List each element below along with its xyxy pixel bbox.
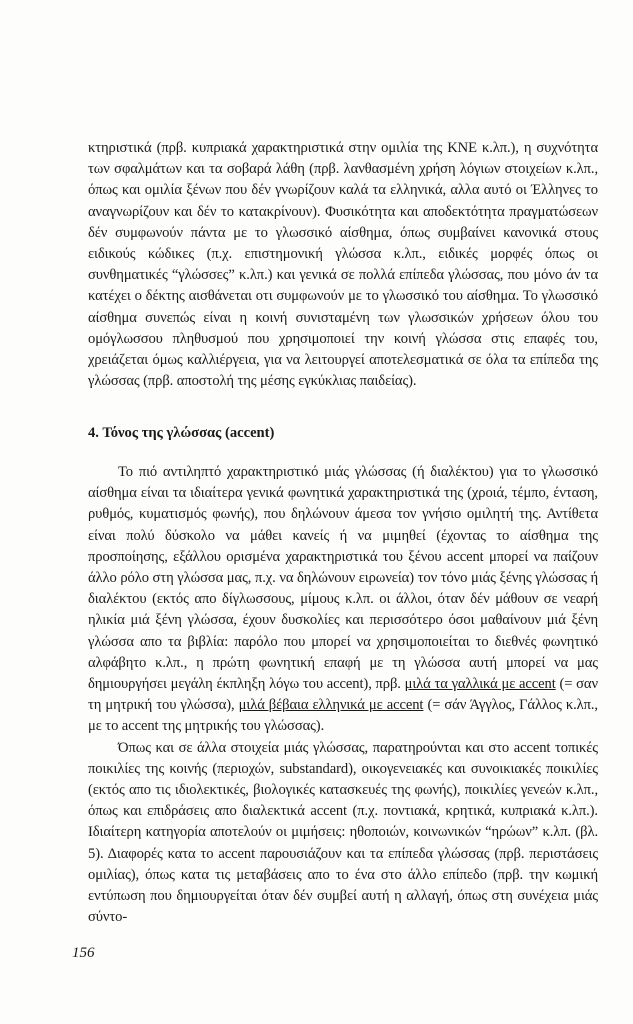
text-block-section — [88, 462, 598, 928]
text-block-top — [88, 138, 598, 392]
underlined-example: μιλά βέβαια ελληνικά με accent — [238, 697, 424, 714]
paragraph-text: (= σάν Άγγλος, Γάλλος κ.λπ., με το accent της μητρικής του γλώσσας). — [88, 697, 598, 735]
paragraph-accent-intro — [88, 462, 598, 738]
paragraph-accent-varieties: Όπως και σε άλλα στοιχεία μιάς γλώσσας, παρατηρούνται και στο accent τοπικές ποικιλίες της κοινής (περιοχών, substandard), οικογενειακές και συνοικιακές ποικιλίες (εκτός απο τις ιδιολεκτικές, βιολογικές κατασκευές της φωνής), ποικιλίες γενεών κ.λπ., όπως και επιδράσεις απο διαλεκτικά accent (π.χ. ποντιακά, κρητικά, κυπριακά κ.λπ.). Ιδιαίτερη κατηγορία αποτελούν οι μιμήσεις: ηθοποιών, κοινωνικών “ηρώων” κ.λπ. (βλ. 5). Διαφορές κατα το accent παρουσιάζουν και τα επίπεδα γλώσσας (πρβ. περιστάσεις ομιλίας), όπως κατα τις μεταβάσεις απο το ένα στο άλλο επίπεδο (πρβ. την κωμική εντύπωση που δημιουργείται όταν δέν συμβεί αυτή η αλλαγή, όπως στη συνέχεια μιάς σύντο- — [88, 739, 598, 926]
page-number: 156 — [72, 945, 95, 961]
paragraph-continuation: κτηριστικά (πρβ. κυπριακά χαρακτηριστικά στην ομιλία της ΚΝΕ κ.λπ.), η συχνότητα των σφαλμάτων και τα σοβαρά λάθη (πρβ. λανθασμένη χρήση λόγιων στοιχείων κ.λπ., όπως και ομιλία ξένων που δέν γνωρίζουν καλά τα ελληνικά, αλλα αυτό οι Έλληνες το αναγνωρίζουν και δέν το κατακρίνουν). Φυσικότητα και αποδεκτότητα πραγματώσεων δέν συμφωνούν πάντα με το γλωσσικό αίσθημα, όπως συμβαίνει κανονικά στους ειδικούς κώδικες (π.χ. επιστημονική γλώσσα κ.λπ., ειδικές μορφές όπως οι συνθηματικές “γλώσσες” κ.λπ.) και γενικά σε πολλά επίπεδα γλώσσας, που μόνο άν τα κατέχει ο δέκτης αισθάνεται οτι συμφωνούν με το γλωσσικό του αίσθημα. Το γλωσσικό αίσθημα συνεπώς είναι η κοινή συνισταμένη των γλωσσικών χρήσεων όλου του ομόγλωσσου πληθυσμού που χρησιμοποιεί την κοινή γλώσσα στις επαφές του, χρειάζεται όμως καλλιέργεια, για να λειτουργεί αποτελεσματικά σε όλα τα επίπεδα της γλώσσας (πρβ. αποστολή της μέσης εγκύκλιας παιδείας). — [88, 140, 598, 390]
section-heading: 4. Τόνος της γλώσσας (accent) — [88, 425, 275, 441]
underlined-example: μιλά τα γαλλικά με accent — [404, 676, 556, 693]
paragraph-text: (= σαν τη μητρική του γλώσσα), — [88, 676, 598, 714]
paragraph-text: Το πιό αντιληπτό χαρακτηριστικό μιάς γλώσσας (ή διαλέκτου) για το γλωσσικό αίσθημα είναι τα ιδιαίτερα γενικά φωνητικά χαρακτηριστικά της (χροιά, τέμπο, ένταση, ρυθμός, κυματισμός φωνής), που δηλώνουν άμεσα τον γνήσιο ομιλητή της. Αντίθετα είναι πολύ δύσκολο να μάθει κανείς ή να μιμηθεί (έχοντας το αίσθημα της προσποίησης, εξάλλου ορισμένα χαρακτηριστικά του ξένου accent μπορεί να παίζουν άλλο ρόλο στη γλώσσα μας, π.χ. να δηλώνουν ειρωνεία) τον τόνο μιάς ξένης γλώσσας ή διαλέκτου (εκτός απο δίγλωσσους, μίμους κ.λπ. οι άλλοι, όταν δέν μάθουν σε νεαρή ηλικία μιά ξένη γλώσσα, έχουν δυσκολίες και περισσότερο όσοι μαθαίνουν μιά ξένη γλώσσα απο τα βιβλία: παρόλο που μπορεί να χρησιμοποιείται το διεθνές φωνητικό αλφάβητο κ.λπ., η πρώτη φωνητική επαφή με τη γλώσσα αυτή μπορεί να μας δημιουργήσει μεγάλη έκπληξη λόγω του accent), πρβ. — [88, 464, 598, 693]
